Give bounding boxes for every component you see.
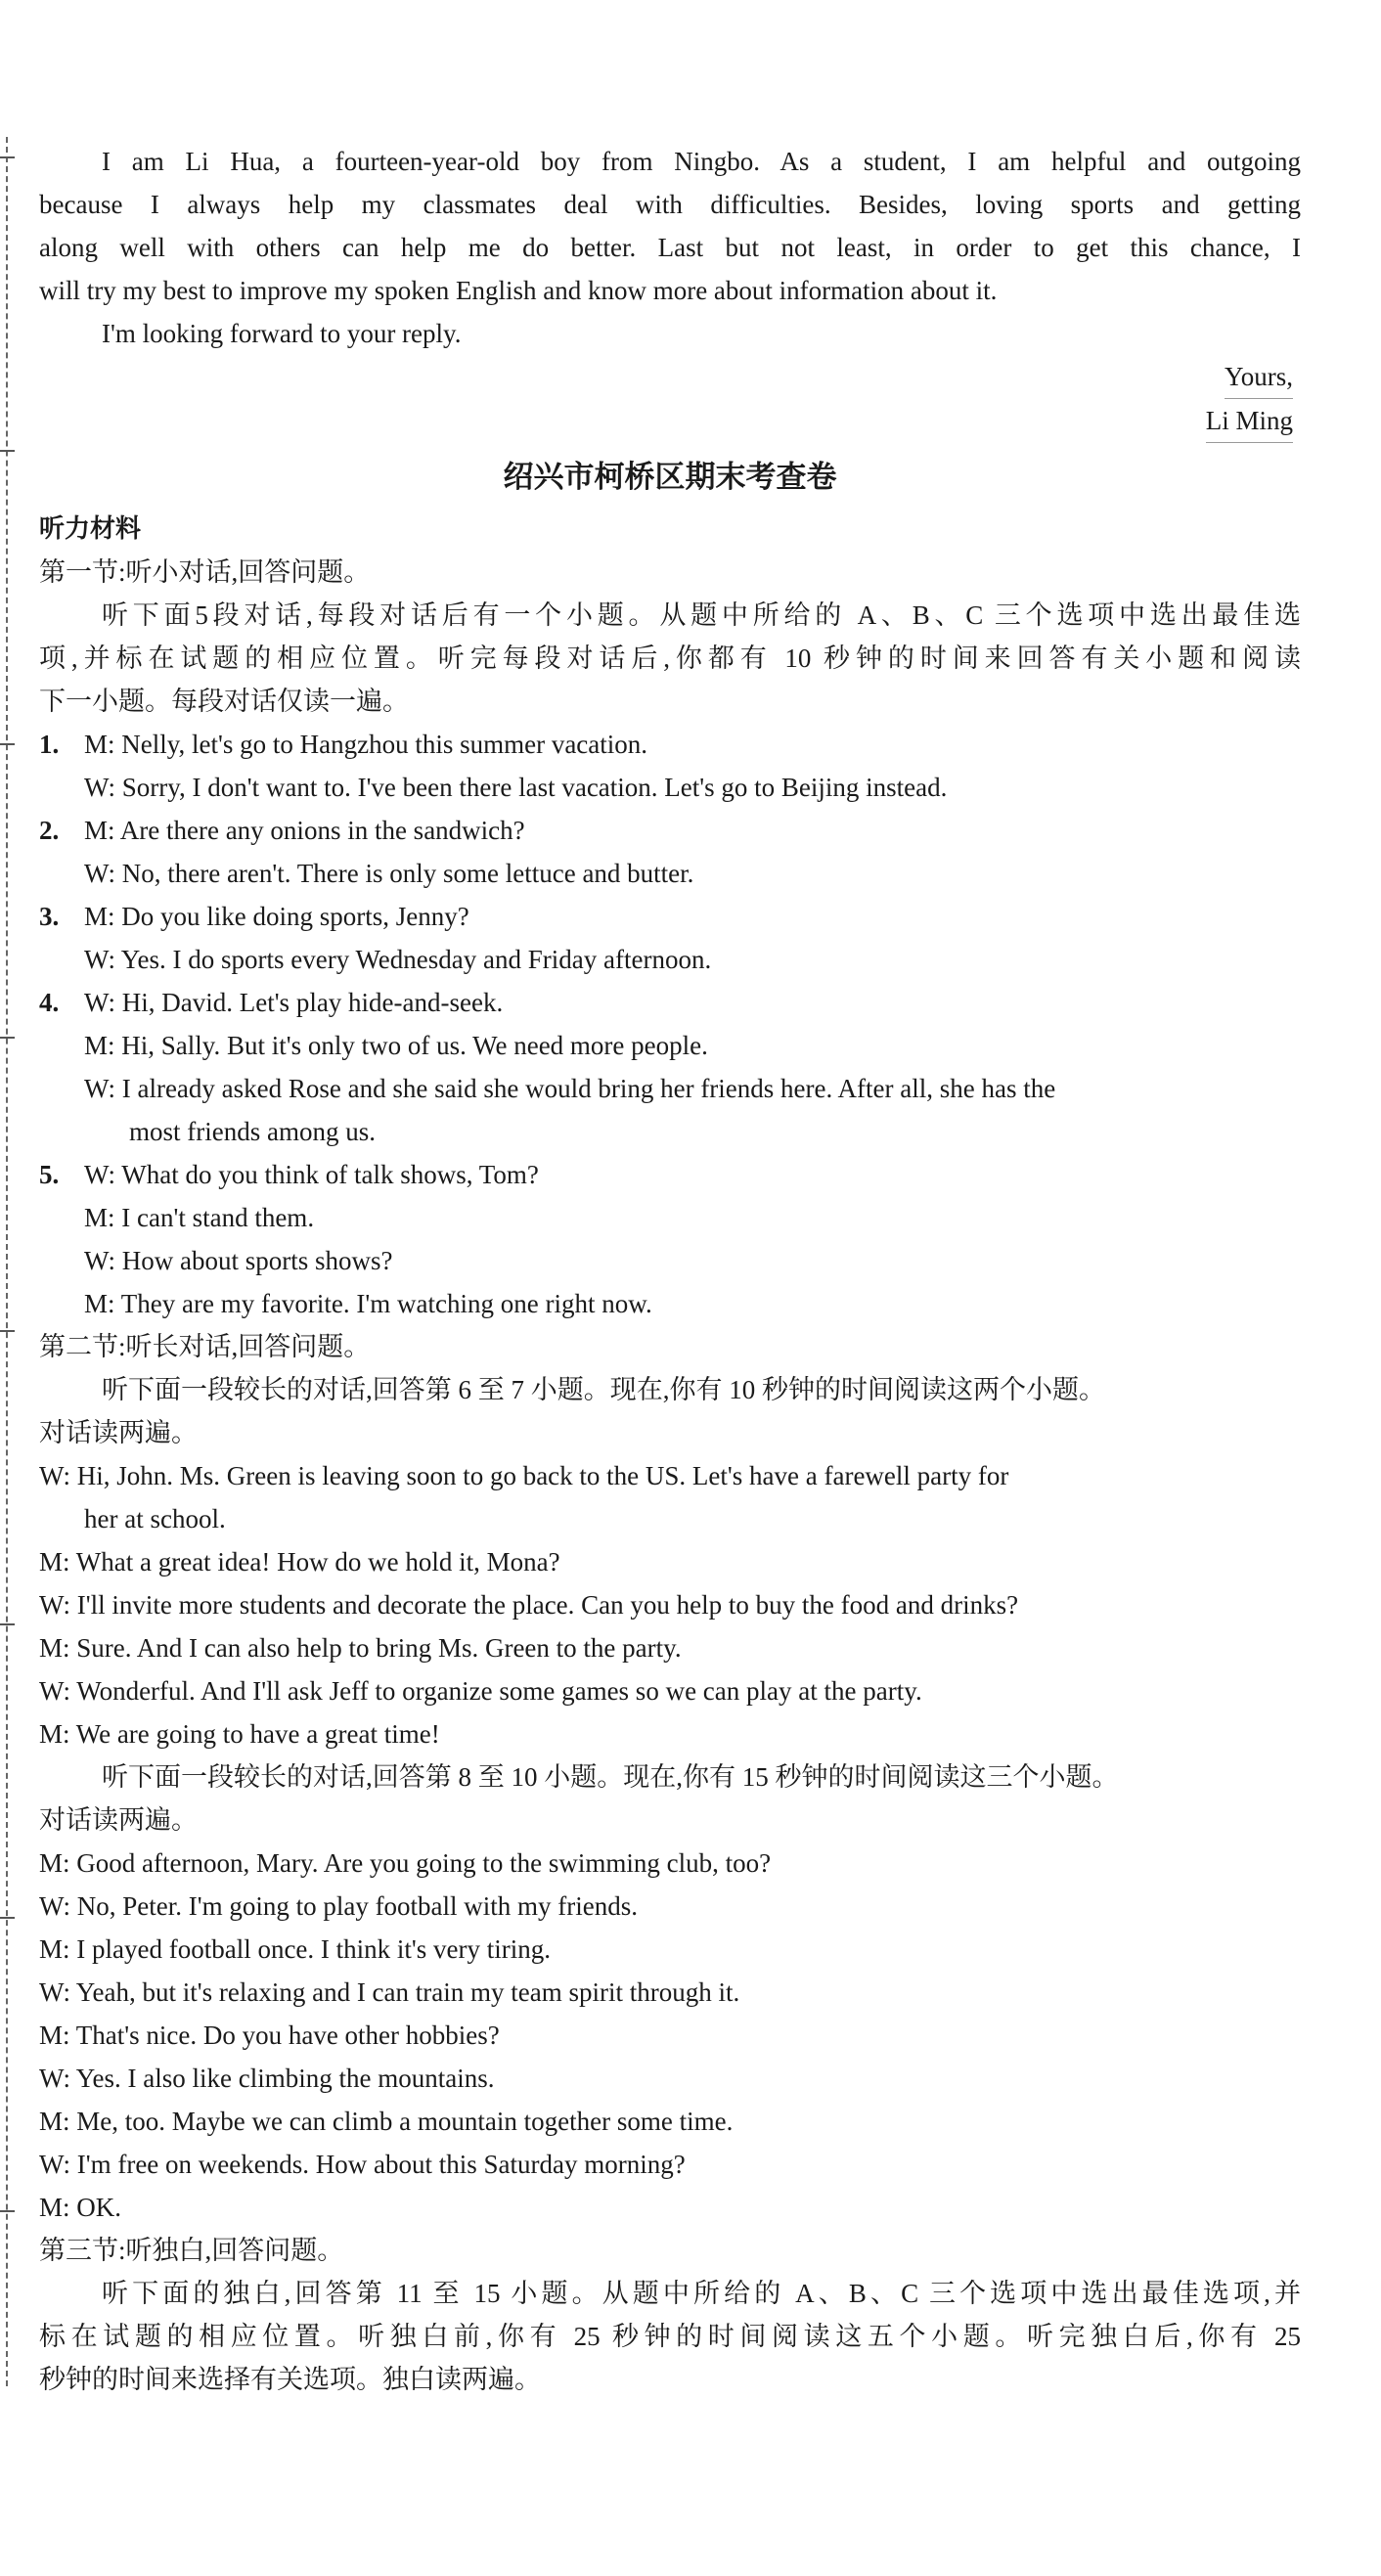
exam-title: 绍兴市柯桥区期末考查卷: [503, 460, 837, 495]
letter-line: I am Li Hua, a fourteen-year-old boy from Ningbo. As a student, I am helpful and outgoing: [102, 147, 1301, 176]
part2-instruction-b: 听下面一段较长的对话,回答第 8 至 10 小题。现在,你有 15 秒钟的时间阅读这三个小题。: [102, 1762, 1119, 1792]
dialogue-line: M: They are my favorite. I'm watching one right now.: [84, 1289, 652, 1318]
question-number: 4.: [39, 988, 60, 1017]
dialogue-line: W: How about sports shows?: [84, 1246, 393, 1275]
part3-instruction: 标在试题的相应位置。听独白前,你有 25 秒钟的时间阅读这五个小题。听完独白后,你有 25: [39, 2322, 1301, 2351]
letter-sign-off: [39, 355, 1301, 399]
dialogue-line: W: I'm free on weekends. How about this Saturday morning?: [39, 2150, 686, 2179]
page-content: [39, 140, 1301, 2401]
signature-text: Li Ming: [1206, 399, 1293, 443]
dialogue-line: M: Me, too. Maybe we can climb a mountain together some time.: [39, 2107, 734, 2136]
question-number: 5.: [39, 1160, 60, 1189]
dialogue-4: [39, 981, 1301, 1153]
binding-tick: [0, 450, 15, 452]
dialogue-line: W: What do you think of talk shows, Tom?: [84, 1160, 539, 1189]
binding-tick: [0, 2210, 15, 2212]
dialogue-line: M: What a great idea! How do we hold it, Mona?: [39, 1547, 560, 1577]
binding-tick: [0, 1623, 15, 1625]
part1-instruction: 听下面5段对话,每段对话后有一个小题。从题中所给的 A、B、C 三个选项中选出最佳选: [102, 600, 1301, 630]
dialogue-line: W: No, there aren't. There is only some lettuce and butter.: [84, 859, 694, 888]
long-dialogue-b: [39, 1842, 1301, 2229]
part3-instruction: 听下面的独白,回答第 11 至 15 小题。从题中所给的 A、B、C 三个选项中选出最佳选项,并: [102, 2279, 1301, 2308]
dialogue-line: W: Yes. I also like climbing the mountains.: [39, 2064, 495, 2093]
dialogue-line: M: Good afternoon, Mary. Are you going to the swimming club, too?: [39, 1848, 772, 1878]
dialogue-line: W: Yeah, but it's relaxing and I can train my team spirit through it.: [39, 1977, 740, 2007]
letter-closing: I'm looking forward to your reply.: [102, 319, 462, 348]
binding-tick: [0, 743, 15, 745]
dialogue-line-continued: most friends among us.: [129, 1117, 376, 1146]
dialogue-line: M: Sure. And I can also help to bring Ms. Green to the party.: [39, 1633, 682, 1663]
dialogue-line: W: Hi, David. Let's play hide-and-seek.: [84, 988, 504, 1017]
dialogue-line: W: Yes. I do sports every Wednesday and Friday afternoon.: [84, 945, 712, 974]
dialogue-line: M: Do you like doing sports, Jenny?: [84, 902, 469, 931]
part1-instruction: 下一小题。每段对话仅读一遍。: [39, 687, 409, 716]
question-number: 3.: [39, 902, 60, 931]
part2-instruction-b: 对话读两遍。: [39, 1805, 198, 1835]
dialogue-line: M: Are there any onions in the sandwich?: [84, 816, 525, 845]
dialogue-line: W: I already asked Rose and she said she would bring her friends here. After all, she has the: [84, 1074, 1056, 1103]
part3-instruction: 秒钟的时间来选择有关选项。独白读两遍。: [39, 2365, 541, 2394]
dialogue-line: M: OK.: [39, 2193, 122, 2222]
dialogue-line: W: Hi, John. Ms. Green is leaving soon to go back to the US. Let's have a farewell party for: [39, 1461, 1009, 1490]
dialogue-2: [39, 809, 1301, 895]
dialogue-line: M: I played football once. I think it's very tiring.: [39, 1934, 552, 1964]
letter-paragraph: [39, 140, 1301, 443]
part1-instruction: 项,并标在试题的相应位置。听完每段对话后,你都有 10 秒钟的时间来回答有关小题和阅读: [39, 644, 1301, 673]
letter-line: along well with others can help me do better. Last but not least, in order to get this chance, I: [39, 233, 1301, 262]
letter-line: will try my best to improve my spoken English and know more about information about it.: [39, 276, 998, 305]
question-number: 1.: [39, 730, 60, 759]
binding-margin: [6, 137, 31, 2386]
dialogue-line: W: No, Peter. I'm going to play football with my friends.: [39, 1891, 639, 1921]
dialogue-1: [39, 723, 1301, 809]
dialogue-3: [39, 895, 1301, 981]
letter-line: because I always help my classmates deal with difficulties. Besides, loving sports and getting: [39, 190, 1301, 219]
binding-tick: [0, 156, 15, 158]
dialogue-line: W: I'll invite more students and decorate the place. Can you help to buy the food and drinks?: [39, 1590, 1019, 1620]
long-dialogue-a: [39, 1454, 1301, 1755]
part1-title: 第一节:听小对话,回答问题。: [39, 557, 371, 587]
dialogue-line-continued: her at school.: [84, 1504, 226, 1533]
part2-instruction-a: 听下面一段较长的对话,回答第 6 至 7 小题。现在,你有 10 秒钟的时间阅读这两个小题。: [102, 1375, 1105, 1404]
dialogue-line: M: That's nice. Do you have other hobbies?: [39, 2021, 500, 2050]
binding-tick: [0, 1917, 15, 1919]
question-number: 2.: [39, 816, 60, 845]
dialogue-5: [39, 1153, 1301, 1325]
dialogue-line: M: Hi, Sally. But it's only two of us. We need more people.: [84, 1031, 708, 1060]
part2-instruction-a: 对话读两遍。: [39, 1418, 198, 1447]
section-heading: 听力材料: [39, 514, 142, 544]
part2-title: 第二节:听长对话,回答问题。: [39, 1332, 371, 1361]
dialogue-line: M: We are going to have a great time!: [39, 1719, 440, 1749]
binding-tick: [0, 1037, 15, 1039]
dialogue-line: M: I can't stand them.: [84, 1203, 315, 1232]
letter-signature: [39, 399, 1301, 443]
binding-tick: [0, 1330, 15, 1332]
part3-title: 第三节:听独白,回答问题。: [39, 2236, 344, 2265]
sign-off-text: Yours,: [1225, 355, 1293, 399]
dialogue-line: W: Wonderful. And I'll ask Jeff to organize some games so we can play at the party.: [39, 1676, 922, 1706]
dialogue-line: M: Nelly, let's go to Hangzhou this summer vacation.: [84, 730, 648, 759]
dialogue-line: W: Sorry, I don't want to. I've been there last vacation. Let's go to Beijing instead.: [84, 773, 948, 802]
